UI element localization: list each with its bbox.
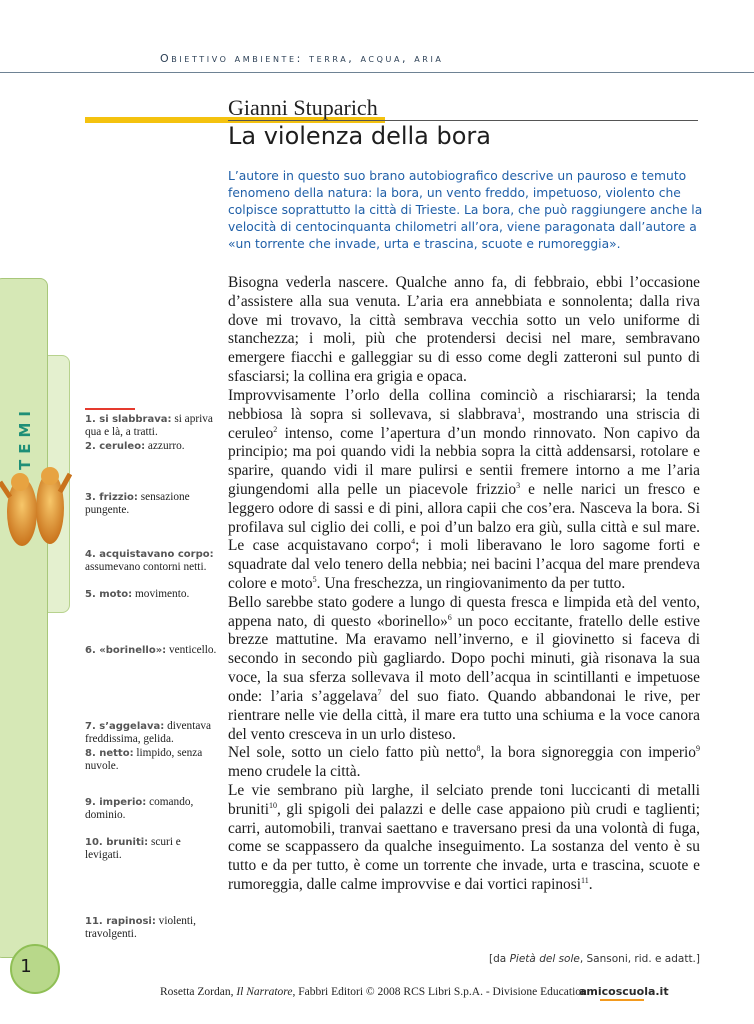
footnote-10: 10. bruniti: scuri e levigati. — [85, 836, 181, 861]
title-rule — [228, 120, 698, 121]
body-text — [228, 274, 700, 895]
footnote-5: 5. moto: movimento. — [85, 588, 190, 600]
footnote-3: 3. frizzio: sensazione pungente. — [85, 491, 190, 516]
notes-rule — [85, 408, 135, 410]
footnote-2: 2. ceruleo: azzurro. — [85, 440, 185, 452]
footnote-8: 8. netto: limpido, senza nuvole. — [85, 747, 203, 772]
footnote-1: 1. si slabbrava: si apriva qua e là, a tratti. — [85, 413, 213, 438]
footnote-11: 11. rapinosi: violenti, travolgenti. — [85, 915, 197, 940]
paragraph-4: Nel sole, sotto un cielo fatto più netto$^8$, la bora signoreggia con imperio$^9$ meno crudele la città. — [228, 744, 701, 781]
publisher-logo: amicoscuola.it — [579, 985, 669, 998]
paragraph-3: Bello sarebbe stato godere a lungo di questa fresca e limpida età del vento, appena nato, di questo «borinello»$^6$ un poco eccitante, fratello delle estive brezze mattutine. Ma eravamo nell’inverno, e il giovinetto si faceva di secondo in secondo più gagliardo. Dopo pochi minuti, già risonava la sua voce, la sua sferza sollevava il moto dell’acqua in scintillanti e impetuose onde: l’aria s’aggelava$^7$ del suo fiato. Quando abbandonai le rive, per rientrare nelle vie della città, il mare era tutto una schiuma e la voce canora del vento cresceva in un urlo disteso. — [228, 593, 701, 743]
page-number: 1 — [20, 956, 32, 977]
footnote-9: 9. imperio: comando, dominio. — [85, 796, 194, 821]
intro-text: L’autore in questo suo brano autobiografico descrive un pauroso e temuto fenomeno della natura: la bora, un vento freddo, impetuoso, violento che colpisce soprattutto la città di Trieste. La bora, che può raggiungere anche la velocità di centocinquanta chilometri all’ora, viene paragonata dall’autore a «un torrente che invade, urta e trascina, scuote e rumoreggia». — [228, 169, 703, 251]
footnote-4: 4. acquistavano corpo: assumevano contorni netti. — [85, 549, 214, 573]
page-title: La violenza della bora — [228, 122, 492, 150]
header-rule — [0, 72, 754, 73]
figures-illustration — [0, 462, 72, 554]
source-citation: [da Pietà del sole, Sansoni, rid. e adatt.] — [489, 953, 700, 965]
author-name: Gianni Stuparich — [228, 95, 378, 120]
running-header: Obiettivo ambiente: terra, acqua, aria — [160, 52, 444, 65]
paragraph-2: Improvvisamente l’orlo della collina cominciò a rischiararsi; la tenda nebbiosa là sopra si sollevava, si slabbrava$^1$, mostrando una striscia di ceruleo$^2$ intenso, come l’apertura d’un mondo rinnovato. Non capivo da principio; ma poi quando vidi la nebbia sopra la città addensarsi, rotolare e sparire, quando vidi il mare pulirsi e sentii fremere intorno a me l’aria giungendomi alla pelle un piacevole frizzio$^3$ e nelle narici un fresco e leggero odore di sassi e di pini, allora capii che cos’era. Nasceva la bora. Si profilava sul ciglio dei colli, e poi d’un balzo era giù, sulla città e sul mare. Le case acquistavano corpo$^4$; i moli liberavano le loro sagome forti e squadrate dal velo tenero della nebbia; nei bacini l’acqua del mare prendeva colore e moto$^5$. Una freschezza, un ringiovanimento da per tutto. — [228, 386, 700, 592]
footer-credit: Rosetta Zordan, Il Narratore, Fabbri Editori © 2008 RCS Libri S.p.A. - Divisione Education — [160, 986, 587, 998]
side-tab-label: TEMI — [16, 405, 34, 470]
footnote-7: 7. s’aggelava: diventava freddissima, gelida. — [85, 720, 212, 745]
footnote-6: 6. «borinello»: venticello. — [85, 644, 217, 656]
side-tab — [0, 278, 48, 958]
logo-underline — [600, 999, 644, 1001]
paragraph-1: Bisogna vederla nascere. Qualche anno fa, di febbraio, ebbi l’occasione d’assistere alla sua venuta. L’aria era annebbiata e sonnolenta; dalla riva dove mi trovavo, la città sembrava vecchia sotto un velo uniforme di stanchezza; i moli, più che protendersi decisi nel mare, sembravano emergere fiacchi e galleggiar su di esso come degli zatteroni sul punto di sfasciarsi; la collina era grigia e opaca. — [228, 274, 700, 386]
paragraph-5: Le vie sembrano più larghe, il selciato prende toni luccicanti di metalli bruniti$^{10}$, gli spigoli dei palazzi e delle case appaiono più crudi e taglienti; carri, automobili, tranvai saettano e traversano presi da una volontà di fuga, come se scappassero da qualche inseguimento. La sostanza del vento è su tutto e da per tutto, è come un torrente che invade, urta e trascina, scuote e rumoreggia, dalle calme improvvise e dai vortici rapinosi$^{11}$. — [228, 781, 700, 893]
